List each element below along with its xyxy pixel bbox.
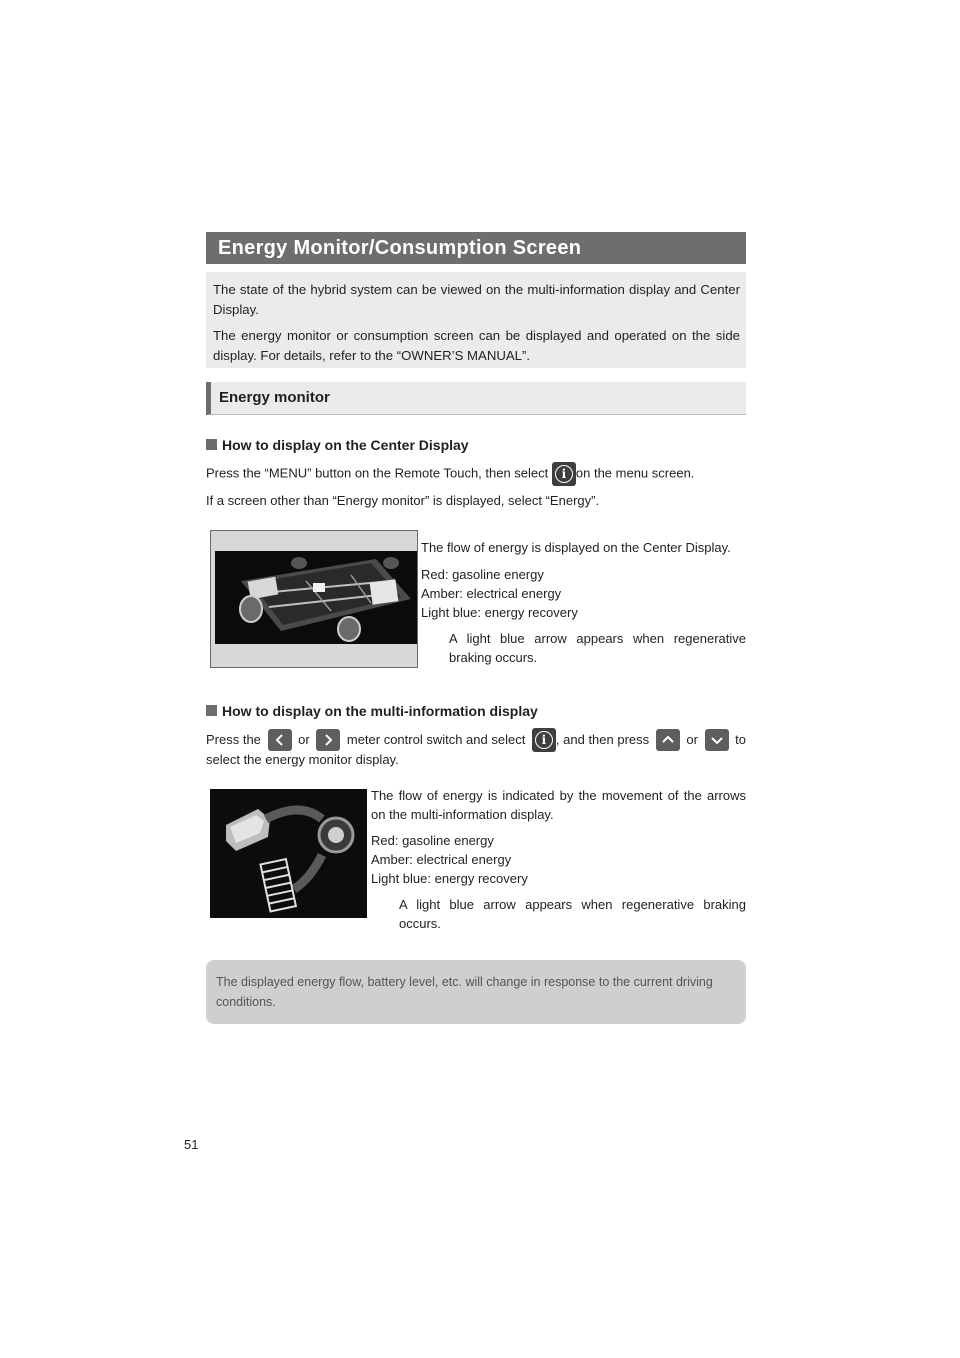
step-text: , and then press	[555, 732, 650, 747]
page-number: 51	[184, 1137, 199, 1152]
description-main: The flow of energy is indicated by the movement of the arrows on the multi-information display.	[371, 788, 746, 822]
center-step-2: If a screen other than “Energy monitor” is displayed, select “Energy”.	[206, 493, 600, 508]
intro-panel	[206, 272, 746, 368]
to-text: to	[735, 732, 746, 747]
page-title: Energy Monitor/Consumption Screen	[206, 232, 746, 264]
center-step-1	[206, 462, 766, 486]
subheading-text: How to display on the multi-information display	[222, 703, 538, 719]
legend-amber: Amber: electrical energy	[371, 852, 512, 867]
legend-light-blue: Light blue: energy recovery	[421, 605, 578, 620]
intro-paragraph-2: The energy monitor or consumption screen can be displayed and operated on the side display. For details, refer to the “OWNER’S MANUAL”.	[213, 328, 740, 363]
intro-paragraph-1: The state of the hybrid system can be viewed on the multi-information display and Center Display.	[213, 282, 740, 317]
subheading-multi-info-display	[206, 703, 538, 719]
step-text: meter control switch and select	[346, 732, 526, 747]
or-text: or	[686, 732, 698, 747]
regen-note: A light blue arrow appears when regenerative braking occurs.	[399, 897, 746, 931]
subheading-center-display	[206, 437, 469, 453]
multi-info-description	[371, 786, 746, 933]
legend-amber: Amber: electrical energy	[421, 586, 562, 601]
step-text-end: on the menu screen.	[575, 465, 695, 481]
section-heading: Energy monitor	[206, 382, 746, 415]
chevron-left-icon	[268, 729, 292, 751]
info-icon: i	[532, 728, 556, 752]
legend-light-blue: Light blue: energy recovery	[371, 871, 528, 886]
step-text: Press the “MENU” button on the Remote Touch, then select	[206, 465, 549, 481]
legend-red: Red: gasoline energy	[421, 567, 544, 582]
energy-flow-car-illustration	[211, 531, 417, 667]
chevron-right-icon	[316, 729, 340, 751]
legend-red: Red: gasoline energy	[371, 833, 494, 848]
subheading-text: How to display on the Center Display	[222, 437, 469, 453]
chevron-up-icon	[656, 729, 680, 751]
center-display-description	[421, 538, 746, 667]
select-info-group	[532, 728, 649, 752]
bullet-square-icon	[206, 439, 217, 450]
energy-flow-arrows-illustration	[210, 789, 367, 918]
center-display-image	[210, 530, 418, 668]
multi-info-display-image	[210, 789, 367, 918]
mid-step-line-2: select the energy monitor display.	[206, 752, 399, 767]
regen-note: A light blue arrow appears when regenerative braking occurs.	[449, 631, 746, 665]
footer-note: The displayed energy flow, battery level, etc. will change in response to the current driving conditions.	[206, 960, 746, 1024]
chevron-down-icon	[705, 729, 729, 751]
description-main: The flow of energy is displayed on the Center Display.	[421, 540, 731, 555]
info-icon: i	[552, 462, 576, 486]
or-text: or	[298, 732, 310, 747]
step-text: Press the	[206, 732, 261, 747]
mid-step-line-1	[206, 728, 746, 752]
bullet-square-icon	[206, 705, 217, 716]
